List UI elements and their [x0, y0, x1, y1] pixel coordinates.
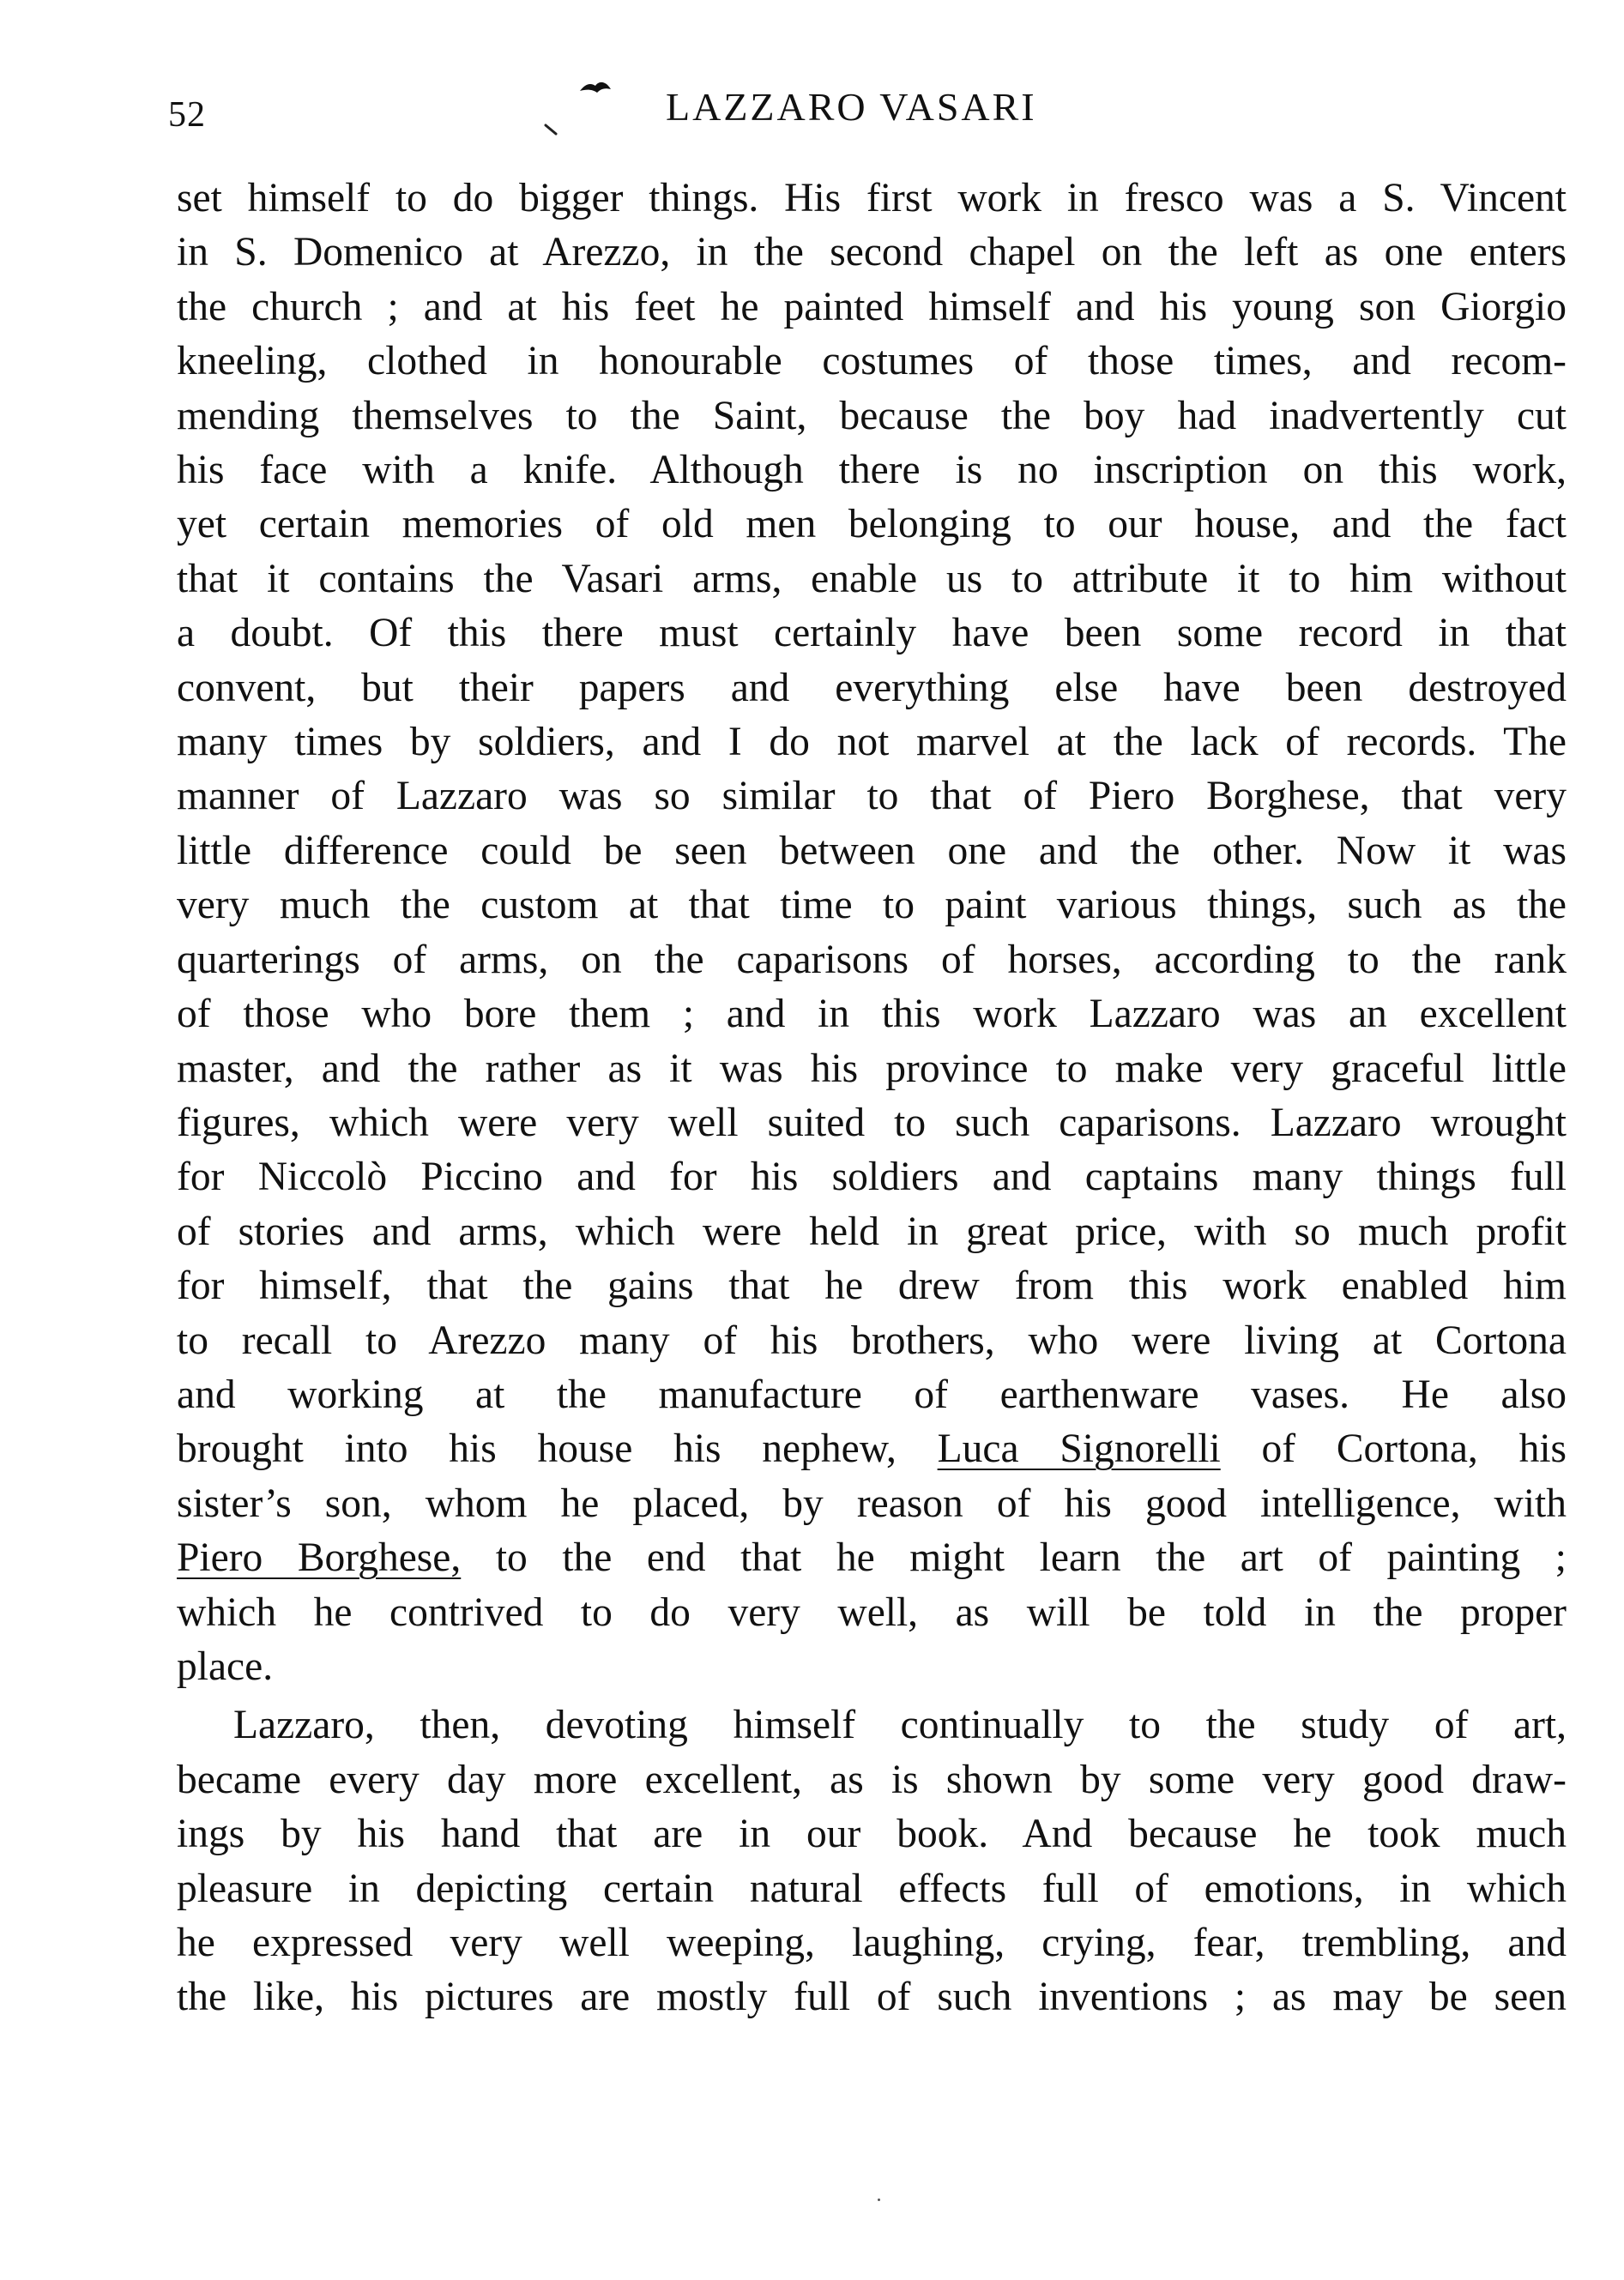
text-line: figures, which were very well suited to such caparisons. Lazzaro wrought [177, 1100, 1567, 1145]
text-line: set himself to do bigger things. His first work in fresco was a S. Vincent [177, 176, 1567, 220]
text-line: very much the custom at that time to paint various things, such as the [177, 883, 1567, 928]
underlined-name-luca-signorelli: Luca Signorelli [937, 1427, 1221, 1472]
paper-speck [878, 2199, 880, 2201]
running-head [168, 84, 1575, 144]
text-line: mending themselves to the Saint, because the boy had inadvertently cut [177, 393, 1567, 438]
line-text-segment: of Cortona, his [1220, 1427, 1567, 1472]
page-number: 52 [168, 95, 206, 135]
text-line: manner of Lazzaro was so similar to that of Piero Borghese, that very [177, 774, 1567, 819]
text-line: the church ; and at his feet he painted himself and his young son Giorgio [177, 284, 1567, 329]
line-text-segment: brought into his house his nephew, [177, 1427, 938, 1472]
ink-stroke-mark [544, 124, 558, 136]
paragraph-2 [177, 1698, 1567, 2024]
text-line: little difference could be seen between one and the other. Now it was [177, 828, 1567, 873]
text-line: place. [177, 1644, 274, 1689]
text-line: which he contrived to do very well, as will be told in the proper [177, 1589, 1567, 1635]
text-line: of stories and arms, which were held in great price, with so much profit [177, 1209, 1567, 1254]
paragraph-1 [177, 172, 1567, 1694]
line-text-segment: to the end that he might learn the art of painting ; [461, 1535, 1567, 1581]
text-line: kneeling, clothed in honourable costumes of those times, and recom- [177, 339, 1567, 384]
text-line: to recall to Arezzo many of his brothers, who were living at Cortona [177, 1318, 1567, 1363]
running-title: LAZZARO VASARI [666, 85, 1037, 129]
body-text [177, 172, 1567, 2025]
text-line: a doubt. Of this there must certainly have been some record in that [177, 611, 1567, 656]
text-line: quarterings of arms, on the caparisons of horses, according to the rank [177, 937, 1567, 982]
text-line: pleasure in depicting certain natural effects full of emotions, in which [177, 1866, 1567, 1911]
text-line: Lazzaro, then, devoting himself continually to the study of art, [233, 1703, 1567, 1748]
text-line: of those who bore them ; and in this work Lazzaro was an excellent [177, 992, 1567, 1037]
text-line: in S. Domenico at Arezzo, in the second chapel on the left as one enters [177, 230, 1567, 275]
text-line: ings by his hand that are in our book. And because he took much [177, 1812, 1567, 1857]
text-line: he expressed very well weeping, laughing, crying, fear, trembling, and [177, 1921, 1567, 1965]
text-line [177, 1422, 1567, 1476]
text-line: many times by soldiers, and I do not marvel at the lack of records. The [177, 720, 1567, 765]
text-line: for Niccolò Piccino and for his soldiers and captains many things full [177, 1155, 1567, 1200]
text-line: convent, but their papers and everything else have been destroyed [177, 665, 1567, 710]
underlined-name-piero-borghese: Piero Borghese, [177, 1535, 462, 1581]
text-line [177, 1531, 1567, 1585]
text-line: that it contains the Vasari arms, enable us to attribute it to him without [177, 556, 1567, 601]
text-line: master, and the rather as it was his province to make very graceful little [177, 1046, 1567, 1091]
text-line: sister’s son, whom he placed, by reason of his good intelligence, with [177, 1481, 1567, 1526]
ink-blot-mark [578, 79, 613, 98]
text-line: the like, his pictures are mostly full of such inventions ; as may be seen [177, 1975, 1567, 2020]
text-line: and working at the manufacture of earthenware vases. He also [177, 1372, 1567, 1417]
text-line: yet certain memories of old men belonging to our house, and the fact [177, 502, 1567, 547]
text-line: his face with a knife. Although there is no inscription on this work, [177, 448, 1567, 493]
text-line: for himself, that the gains that he drew from this work enabled him [177, 1264, 1567, 1309]
text-line: became every day more excellent, as is shown by some very good draw- [177, 1757, 1567, 1802]
